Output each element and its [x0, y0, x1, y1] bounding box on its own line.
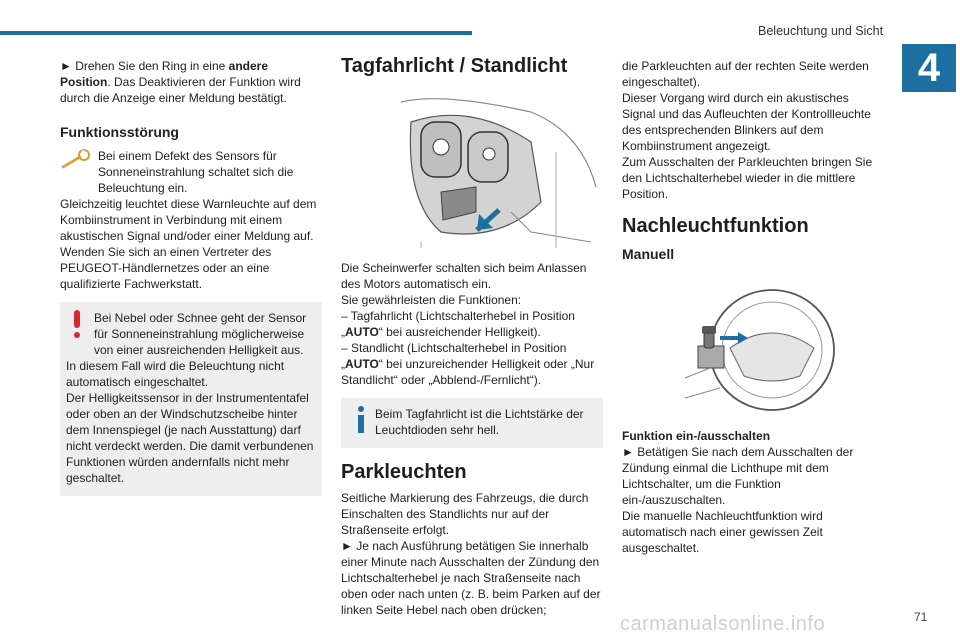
- watermark: carmanualsonline.info: [620, 613, 826, 635]
- daylight-item-1: – Tagfahrlicht (Lichtschalterhebel in Position „AUTO“ bei ausreichender Helligkeit).: [341, 309, 575, 339]
- header-accent-bar: [0, 31, 472, 35]
- malfunction-heading: Funktionsstörung: [60, 124, 179, 140]
- parking-para-1: Seitliche Markierung des Fahrzeugs, die durch Einschalten des Standlichts nur auf der Straßenseite erfolgt.: [341, 491, 589, 537]
- daylight-heading: Tagfahrlicht / Standlicht: [341, 55, 568, 77]
- parking-heading: Parkleuchten: [341, 461, 467, 483]
- page-number: 71: [914, 610, 928, 624]
- contact-paragraph: Wenden Sie sich an einen Vertreter des PEUGEOT-Händlernetzes oder an eine qualifizierte Fachwerkstatt.: [60, 245, 272, 291]
- intro-paragraph: ► Drehen Sie den Ring in eine andere Position. Das Deaktivieren der Funktion wird durch die Anzeige einer Meldung bestätigt.: [60, 59, 301, 105]
- chapter-number-tab: 4: [902, 44, 956, 92]
- parking-para-2: ► Je nach Ausführung betätigen Sie innerhalb einer Minute nach Ausschalten der Zündung den Lichtschalterhebel je nach Straßenseite nach oben oder nach unten (z. B. beim Parken auf der linken Seite Hebel nach oben drücken;: [341, 539, 601, 617]
- info-box: Beim Tagfahrlicht ist die Lichtstärke der Leuchtdioden sehr hell.: [341, 398, 603, 448]
- parking-cont-2: Dieser Vorgang wird durch ein akustisches Signal und das Aufleuchten der Kontrollleuchte des entsprechenden Blinkers auf dem Kombiinstrument angezeigt.: [622, 91, 871, 153]
- warning-more: Der Helligkeitssensor in der Instrumententafel oder oben an der Windschutzscheibe hinter dem Innenspiegel (je nach Ausstattung) darf nicht verdeckt werden. Die damit verbundenen Funktionen würden andernfalls nicht mehr geschaltet.: [66, 391, 314, 485]
- daylight-para-1: Die Scheinwerfer schalten sich beim Anlassen des Motors automatisch ein.: [341, 261, 587, 291]
- function-title: Funktion ein-/ausschalten: [622, 429, 771, 443]
- column-2: [341, 55, 603, 618]
- manual-subheading: Manuell: [622, 246, 675, 262]
- warning-box: Bei Nebel oder Schnee geht der Sensor für Sonneneinstrahlung möglicherweise von einer ausreichenden Helligkeit aus. In diesem Fall wird die Beleuchtung nicht automatisch eingeschaltet. Der Helligkeitssensor in der Instrumententafel oder oben an der Windschutzscheibe hinter dem Innenspiegel (je nach Ausstattung) darf nicht verdeckt werden. Die damit verbundenen Funktionen würden andernfalls nicht mehr geschaltet.: [60, 302, 322, 496]
- warning-icon: [66, 310, 86, 340]
- malfunction-note: Bei einem Defekt des Sensors für Sonneneinstrahlung schaltet sich die Beleuchtung ein. Gleichzeitig leuchtet diese Warnleuchte auf dem Kombiinstrument in Verbindung mit einem akustischen Signal und/oder einer Meldung auf.: [60, 149, 317, 243]
- daylight-item-2: – Standlicht (Lichtschalterhebel in Position „AUTO“ bei unzureichender Helligkeit oder „Nur Standlicht“ oder „Abblend-/Fernlicht“).: [341, 341, 595, 387]
- column-3: [622, 58, 884, 556]
- parking-cont-1: die Parkleuchten auf der rechten Seite werden eingeschaltet).: [622, 59, 869, 89]
- column-1: [60, 58, 322, 496]
- follow-me-heading: Nachleuchtfunktion: [622, 215, 809, 237]
- daylight-para-2: Sie gewährleisten die Funktionen:: [341, 293, 522, 307]
- steering-wheel-illustration: [680, 278, 838, 416]
- headlamp-illustration: [381, 92, 599, 248]
- function-para-1: ► Betätigen Sie nach dem Ausschalten der Zündung einmal die Lichthupe mit dem Lichtschalter, um die Funktion ein-/auszuschalten.: [622, 445, 854, 507]
- wrench-icon: [60, 148, 94, 172]
- parking-cont-3: Zum Ausschalten der Parkleuchten bringen Sie den Lichtschalterhebel wieder in die mittlere Position.: [622, 155, 873, 201]
- info-icon: [347, 406, 369, 436]
- function-para-2: Die manuelle Nachleuchtfunktion wird automatisch nach einer gewissen Zeit ausgeschaltet.: [622, 509, 823, 555]
- section-title: Beleuchtung und Sicht: [758, 24, 884, 38]
